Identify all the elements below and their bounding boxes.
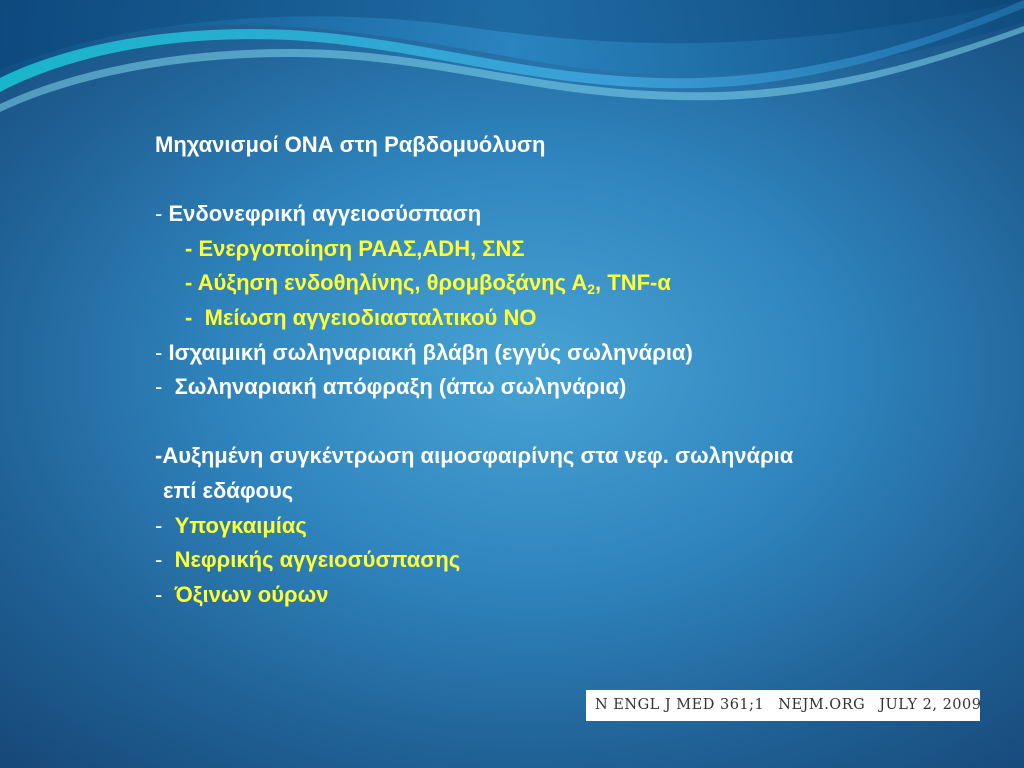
condition-text: Νεφρικής αγγειοσύσπασης bbox=[174, 547, 461, 573]
bullet-ischemic bbox=[155, 336, 1015, 371]
bullet-text: Σωληναριακή απόφραξη (άπω σωληνάρια) bbox=[174, 374, 627, 400]
citation-date: JULY 2, 2009 bbox=[879, 697, 982, 713]
paragraph-hemoglobin-cont: επί εδάφους bbox=[163, 477, 294, 503]
bullet-dash: - bbox=[155, 547, 169, 573]
sub-bullet-text-end: , TNF-α bbox=[595, 270, 671, 296]
condition-acidic-urine bbox=[155, 578, 1015, 613]
condition-text: Υπογκαιμίας bbox=[174, 512, 307, 538]
condition-renal-vasoconstriction bbox=[155, 543, 1015, 578]
blank-line bbox=[155, 405, 1015, 440]
bullet-text: Ισχαιμική σωληναριακή βλάβη (εγγύς σωληνάρια) bbox=[168, 339, 693, 365]
bullet-text: Ενδονεφρική αγγειοσύσπαση bbox=[168, 201, 482, 227]
condition-text: Όξινων ούρων bbox=[174, 581, 329, 607]
condition-hypovolemia bbox=[155, 509, 1015, 544]
bullet-dash: - bbox=[155, 374, 169, 400]
bullet-dash: - bbox=[155, 512, 169, 538]
blank-line bbox=[155, 163, 1015, 198]
sub-bullet-dash: - bbox=[185, 304, 199, 330]
sub-bullet-text: - Αύξηση ενδοθηλίνης, θρομβοξάνης Α bbox=[185, 270, 588, 296]
citation-journal: N ENGL J MED 361;1 bbox=[595, 697, 765, 713]
subscript: 2 bbox=[587, 281, 596, 298]
sub-bullet-no bbox=[155, 301, 1015, 336]
slide-title: Μηχανισμοί ΟΝΑ στη Ραβδομυόλυση bbox=[155, 132, 546, 157]
bullet-vasoconstriction bbox=[155, 197, 1015, 232]
sub-bullet-raas: - Ενεργοποίηση ΡΑΑΣ,ADH, ΣΝΣ bbox=[185, 235, 525, 261]
slide-content bbox=[155, 128, 1015, 612]
citation-banner bbox=[586, 690, 980, 721]
bullet-dash: - bbox=[155, 581, 169, 607]
sub-bullet-text: Μείωση αγγειοδιασταλτικού NO bbox=[204, 304, 537, 330]
sub-bullet-endothelin bbox=[155, 266, 1015, 301]
decorative-waves bbox=[0, 0, 1024, 120]
citation-site: NEJM.ORG bbox=[778, 697, 866, 713]
bullet-dash: - bbox=[155, 339, 169, 365]
bullet-dash: - bbox=[155, 201, 169, 227]
paragraph-hemoglobin: -Αυξημένη συγκέντρωση αιμοσφαιρίνης στα νεφ. σωληνάρια bbox=[155, 443, 794, 469]
bullet-obstruction bbox=[155, 370, 1015, 405]
